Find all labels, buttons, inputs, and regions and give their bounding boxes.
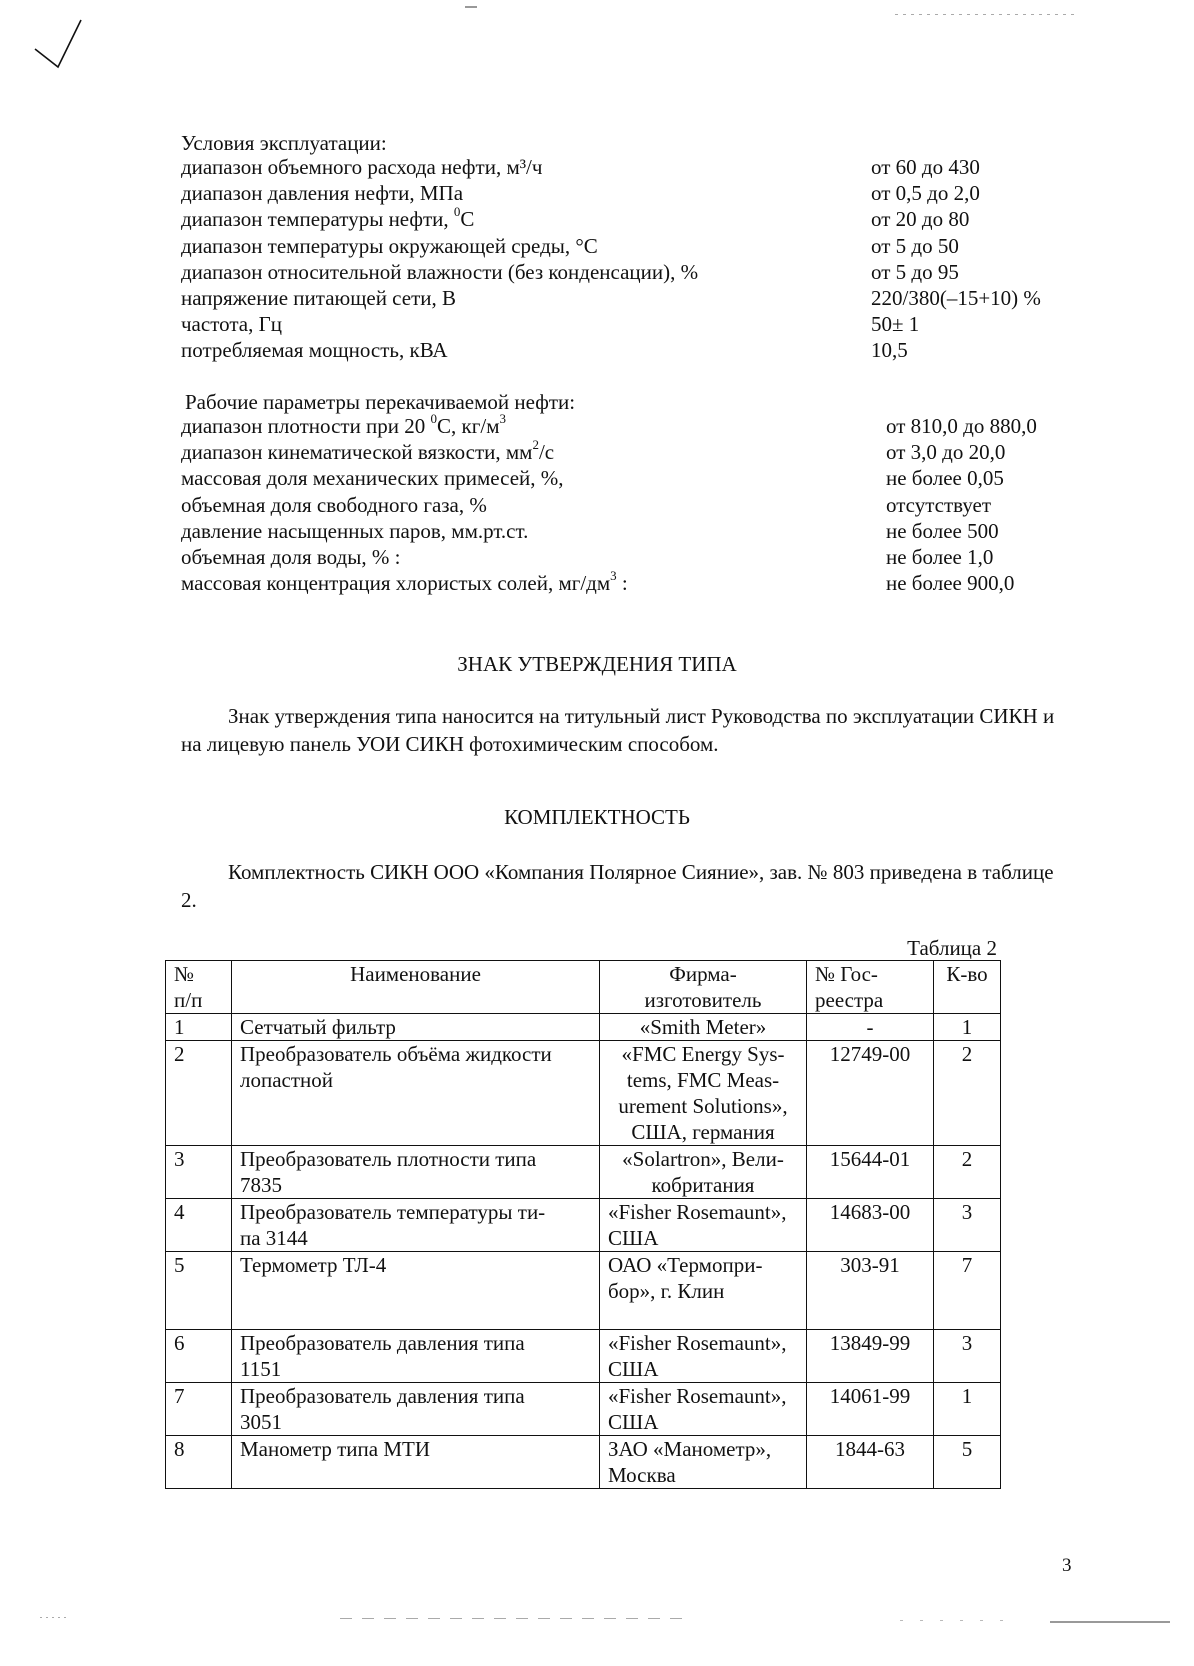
cell-name: Сетчатый фильтр <box>232 1014 600 1041</box>
cell-qty: 3 <box>934 1330 1001 1383</box>
param-label: диапазон температуры окружающей среды, °С <box>181 233 598 258</box>
cell-num: 6 <box>166 1330 232 1383</box>
param-value: отсутствует <box>886 492 992 517</box>
cell-firm: «FMC Energy Sys- tems, FMC Meas- urement Solutions», США, германия <box>600 1041 807 1146</box>
completeness-heading: КОМПЛЕКТНОСТЬ <box>504 805 690 829</box>
cell-firm: ОАО «Термопри- бор», г. Клин <box>600 1252 807 1330</box>
param-label: потребляемая мощность, кВА <box>181 338 448 363</box>
param-label: диапазон относительной влажности (без конденсации), % <box>181 259 699 284</box>
param-value: не более 0,05 <box>886 466 1004 491</box>
table-row <box>166 1199 1001 1252</box>
param-value: 220/380(–15+10) % <box>871 285 1041 310</box>
table-row <box>166 1252 1001 1330</box>
cell-name: Преобразователь давления типа 1151 <box>232 1330 600 1383</box>
param-value: от 810,0 до 880,0 <box>886 414 1037 438</box>
param-label: давление насыщенных паров, мм.рт.ст. <box>181 518 529 543</box>
cell-qty: 1 <box>934 1014 1001 1041</box>
cell-qty: 7 <box>934 1252 1001 1330</box>
type-mark-heading: ЗНАК УТВЕРЖДЕНИЯ ТИПА <box>457 652 737 676</box>
param-value: от 5 до 50 <box>871 233 959 258</box>
param-value: 50± 1 <box>871 312 920 337</box>
table-row <box>166 1014 1001 1041</box>
cell-num: 3 <box>166 1146 232 1199</box>
cell-name: Преобразователь плотности типа 7835 <box>232 1146 600 1199</box>
cell-name: Термометр ТЛ-4 <box>232 1252 600 1330</box>
cell-name: Преобразователь объёма жидкости лопастной <box>232 1041 600 1146</box>
param-label: массовая концентрация хлористых солей, $мг/дм^3$ : <box>181 568 628 596</box>
param-value: от 5 до 95 <box>871 259 959 284</box>
cell-reg: 15644-01 <box>807 1146 934 1199</box>
cell-num: 7 <box>166 1383 232 1436</box>
header-firm: Фирма- изготовитель <box>600 961 807 1014</box>
cell-num: 4 <box>166 1199 232 1252</box>
cell-firm: «Fisher Rosemaunt», США <box>600 1383 807 1436</box>
cell-reg: 14061-99 <box>807 1383 934 1436</box>
param-value: от 60 до 430 <box>871 155 980 179</box>
param-value: не более 500 <box>886 518 999 543</box>
param-label: диапазон плотности при 20 $^0$С, $кг/м^3$ <box>181 411 506 438</box>
cell-qty: 2 <box>934 1146 1001 1199</box>
param-label: частота, Гц <box>181 312 282 337</box>
table-row <box>166 1383 1001 1436</box>
cell-firm: «Solartron», Вели- кобритания <box>600 1146 807 1199</box>
cell-name: Манометр типа МТИ <box>232 1436 600 1489</box>
cell-reg: - <box>807 1014 934 1041</box>
param-label: объемная доля свободного газа, % <box>181 492 487 517</box>
cell-reg: 14683-00 <box>807 1199 934 1252</box>
param-value: 10,5 <box>871 338 908 363</box>
param-label: диапазон объемного расхода нефти, м³/ч <box>181 155 543 179</box>
table-row <box>166 1436 1001 1489</box>
cell-num: 1 <box>166 1014 232 1041</box>
cell-name: Преобразователь температуры ти- па 3144 <box>232 1199 600 1252</box>
scan-artifact <box>1050 1621 1170 1623</box>
cell-num: 8 <box>166 1436 232 1489</box>
table-row <box>166 1146 1001 1199</box>
conditions-title: Условия эксплуатации: <box>181 131 387 155</box>
param-label: массовая доля механических примесей, %, <box>181 466 564 491</box>
oil-params-title: Рабочие параметры перекачиваемой нефти: <box>185 390 576 414</box>
cell-qty: 3 <box>934 1199 1001 1252</box>
checkmark-icon <box>25 15 95 70</box>
cell-firm: «Fisher Rosemaunt», США <box>600 1199 807 1252</box>
table-row <box>166 1330 1001 1383</box>
cell-firm: «Fisher Rosemaunt», США <box>600 1330 807 1383</box>
table-row <box>166 1041 1001 1146</box>
cell-reg: 1844-63 <box>807 1436 934 1489</box>
cell-reg: 12749-00 <box>807 1041 934 1146</box>
scan-artifact <box>895 14 1075 15</box>
param-label: диапазон кинематической вязкости, $мм^2/с$ <box>181 437 555 465</box>
param-value: не более 900,0 <box>886 571 1015 596</box>
param-label: диапазон давления нефти, МПа <box>181 181 464 206</box>
scan-artifact <box>900 1620 1020 1621</box>
param-label: объемная доля воды, % : <box>181 544 401 569</box>
cell-qty: 1 <box>934 1383 1001 1436</box>
header-reg: № Гос- реестра <box>807 961 934 1014</box>
scan-artifact <box>40 1617 70 1618</box>
param-value: от 3,0 до 20,0 <box>886 440 1006 465</box>
table-header-row <box>166 961 1001 1014</box>
scan-artifact <box>340 1618 690 1619</box>
param-value: от 0,5 до 2,0 <box>871 181 980 206</box>
table-caption: Таблица 2 <box>907 936 997 960</box>
type-mark-text: Знак утверждения типа наносится на титульный лист Руководства по эксплуатации СИКН и на лицевую панель УОИ СИКН фотохимическим способом. <box>181 704 1055 756</box>
page-number: 3 <box>1062 1555 1072 1576</box>
param-value: от 20 до 80 <box>871 207 970 232</box>
header-num: № п/п <box>166 961 232 1014</box>
cell-num: 2 <box>166 1041 232 1146</box>
cell-qty: 2 <box>934 1041 1001 1146</box>
cell-qty: 5 <box>934 1436 1001 1489</box>
param-label: напряжение питающей сети, В <box>181 285 456 310</box>
equipment-table <box>165 960 1001 1489</box>
cell-firm: «Smith Meter» <box>600 1014 807 1041</box>
scan-artifact <box>465 6 477 8</box>
cell-num: 5 <box>166 1252 232 1330</box>
cell-name: Преобразователь давления типа 3051 <box>232 1383 600 1436</box>
param-value: не более 1,0 <box>886 544 994 569</box>
header-qty: К-во <box>934 961 1001 1014</box>
completeness-text: Комплектность СИКН ООО «Компания Полярное Сияние», зав. № 803 приведена в таблице 2. <box>181 860 1054 912</box>
cell-reg: 303-91 <box>807 1252 934 1330</box>
param-label: диапазон температуры нефти, $^0$С <box>181 204 475 232</box>
cell-firm: ЗАО «Манометр», Москва <box>600 1436 807 1489</box>
cell-reg: 13849-99 <box>807 1330 934 1383</box>
header-name: Наименование <box>232 961 600 1014</box>
